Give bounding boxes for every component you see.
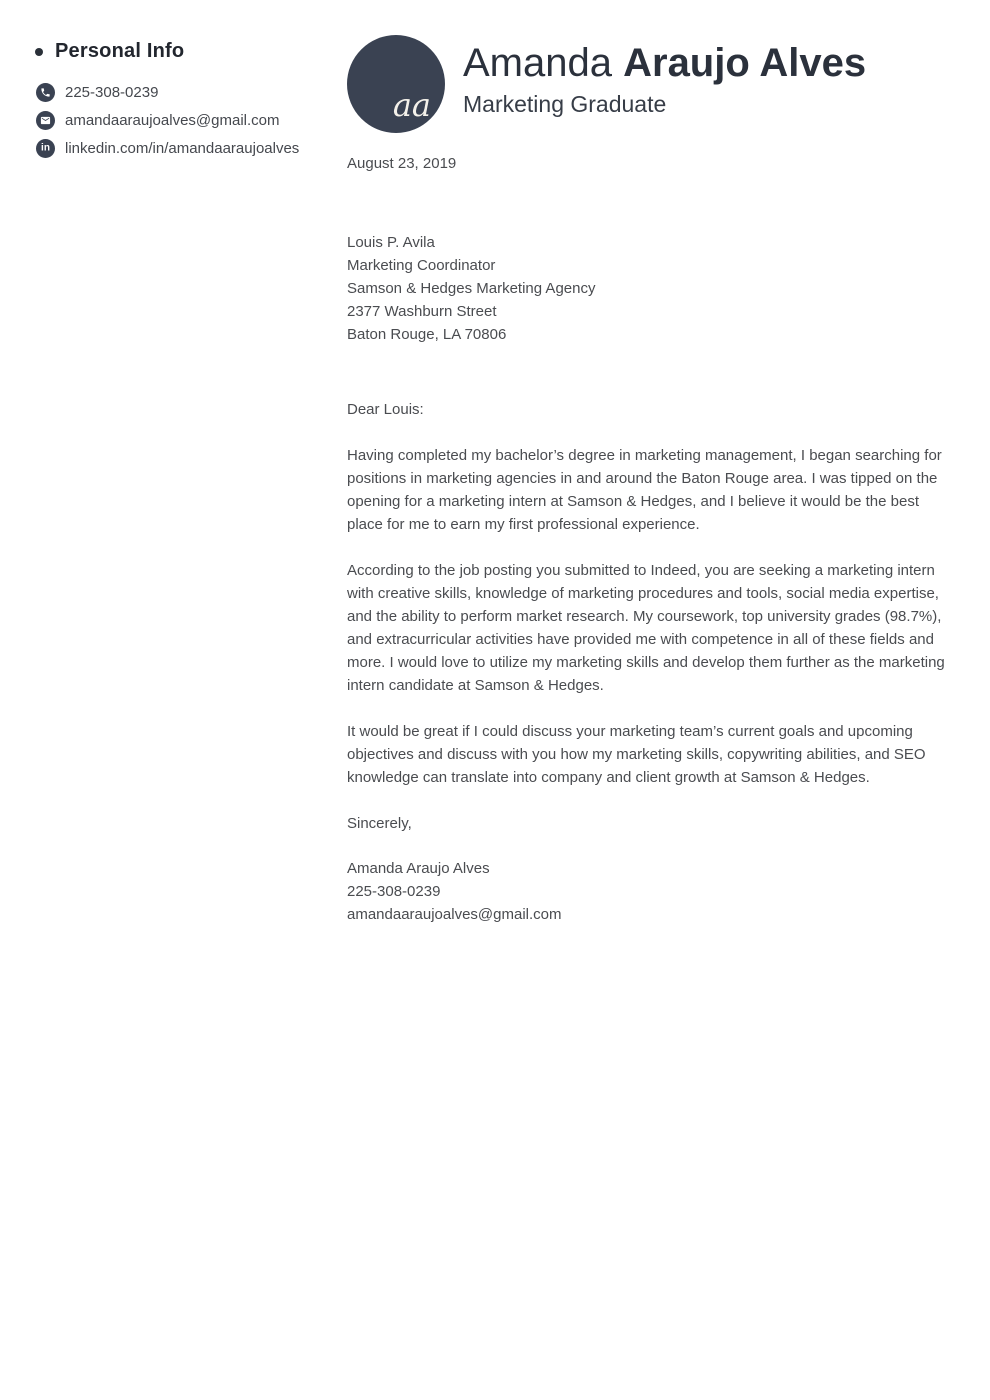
- avatar: [347, 35, 445, 133]
- recipient-name: Louis P. Avila: [347, 234, 435, 251]
- recipient-street: 2377 Washburn Street: [347, 303, 497, 320]
- linkedin-value: linkedin.com/in/amandaaraujoalves: [65, 140, 300, 157]
- first-name: Amanda: [463, 41, 612, 85]
- phone-row: [36, 83, 325, 102]
- paragraph-3: It would be great if I could discuss your marketing team’s current goals and upcoming objectives and discuss with you how my marketing skills, copywriting abilities, and SEO knowledge can translate into company and client growth at Samson & Hedges.: [347, 723, 926, 786]
- signature-name: Amanda Araujo Alves: [347, 860, 490, 877]
- letter-body: [347, 152, 957, 926]
- letter-date: August 23, 2019: [347, 155, 457, 172]
- personal-info-heading: [35, 40, 325, 63]
- phone-icon: [36, 83, 55, 102]
- recipient-city: Baton Rouge, LA 70806: [347, 326, 507, 343]
- personal-info-heading-label: Personal Info: [55, 40, 185, 62]
- contact-list: [36, 83, 325, 158]
- linkedin-icon: in: [36, 139, 55, 158]
- recipient-company: Samson & Hedges Marketing Agency: [347, 280, 596, 297]
- paragraph-1: Having completed my bachelor’s degree in marketing management, I began searching for positions in marketing agencies in and around the Baton Rouge area. I was tipped on the opening for a marketing intern at Samson & Hedges, and I believe it would be the best place for me to earn my first professional experience.: [347, 447, 942, 533]
- email-row: [36, 111, 325, 130]
- signature-phone: 225-308-0239: [347, 883, 441, 900]
- avatar-initials: aa: [392, 86, 431, 124]
- sidebar: [35, 40, 325, 167]
- header: [347, 35, 957, 133]
- recipient-title: Marketing Coordinator: [347, 257, 496, 274]
- signature-email: amandaaraujoalves@gmail.com: [347, 906, 562, 923]
- person-name: [463, 40, 866, 86]
- last-name: Araujo Alves: [623, 41, 867, 85]
- email-icon: [36, 111, 55, 130]
- job-title: Marketing Graduate: [463, 91, 667, 117]
- main-column: [347, 35, 957, 926]
- linkedin-row: [36, 139, 325, 158]
- paragraph-2: According to the job posting you submitted to Indeed, you are seeking a marketing intern with creative skills, knowledge of marketing procedures and tools, social media expertise, and the ability to perform market research. My coursework, top university grades (98.7%), and extracurricular activities have provided me with competence in all of these fields and more. I would love to utilize my marketing skills and develop them further as the marketing intern candidate at Samson & Hedges.: [347, 562, 945, 694]
- name-block: [463, 35, 866, 118]
- closing: Sincerely,: [347, 815, 412, 832]
- signature-block: [347, 857, 957, 926]
- recipient-block: [347, 231, 957, 346]
- phone-value: 225-308-0239: [65, 84, 159, 101]
- salutation: Dear Louis:: [347, 401, 424, 418]
- bullet-icon: [35, 48, 43, 56]
- email-value: amandaaraujoalves@gmail.com: [65, 112, 280, 129]
